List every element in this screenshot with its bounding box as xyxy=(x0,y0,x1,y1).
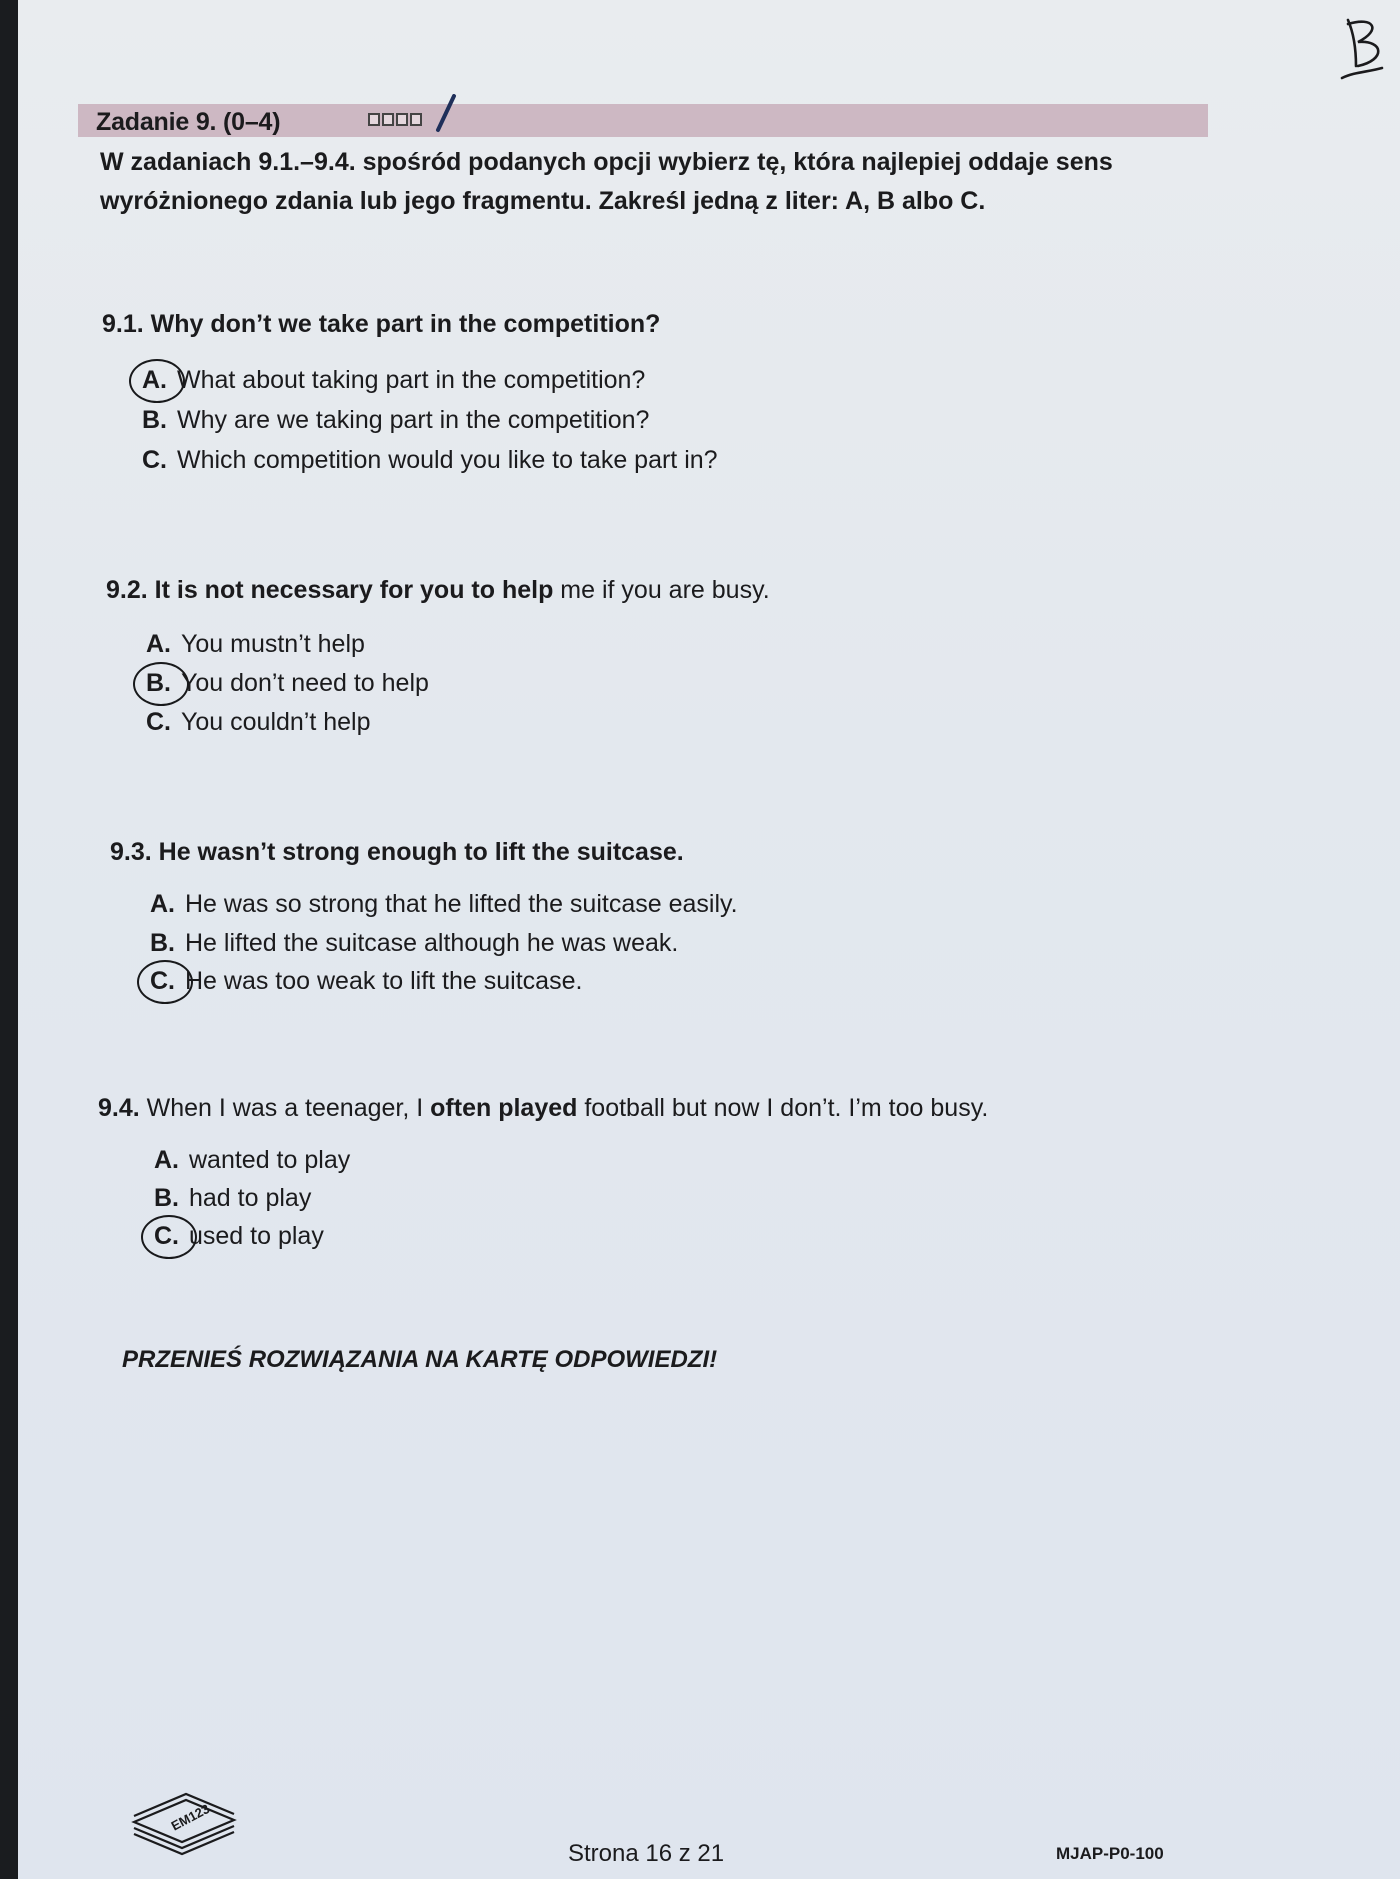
task-instruction: W zadaniach 9.1.–9.4. spośród podanych opcji wybierz tę, która najlepiej oddaje sens wyróżnionego zdania lub jego fragmentu. Zakreśl jedną z liter: A, B albo C. xyxy=(100,148,1113,215)
score-box xyxy=(382,113,394,126)
option-9-2-c[interactable] xyxy=(146,708,371,737)
handwritten-b-mark xyxy=(1334,14,1394,84)
publisher-logo xyxy=(130,1786,240,1858)
option-text: Why are we taking part in the competition? xyxy=(177,406,650,434)
question-9-4 xyxy=(98,1094,988,1123)
option-letter: C. xyxy=(146,708,171,736)
option-text: You couldn’t help xyxy=(181,708,371,736)
logo-text: EM123 xyxy=(168,1800,213,1834)
question-highlight: Why don’t we take part in the competition? xyxy=(150,310,661,338)
option-9-1-b[interactable] xyxy=(142,406,649,435)
option-9-3-a[interactable] xyxy=(150,890,738,919)
score-boxes xyxy=(368,113,422,126)
option-letter: C. xyxy=(142,446,167,474)
question-9-2 xyxy=(106,576,770,605)
option-text: used to play xyxy=(189,1222,324,1250)
option-letter: A. xyxy=(146,630,171,658)
option-text: had to play xyxy=(189,1184,312,1212)
option-letter: B. xyxy=(154,1184,179,1212)
pen-mark xyxy=(434,94,458,134)
question-number: 9.1. xyxy=(102,310,144,338)
page-number: Strona 16 z 21 xyxy=(568,1840,725,1867)
option-9-2-b[interactable] xyxy=(146,669,429,698)
question-number: 9.4. xyxy=(98,1094,140,1122)
question-9-3 xyxy=(110,838,684,867)
question-post: football but now I don’t. I’m too busy. xyxy=(577,1094,989,1122)
question-highlight: often played xyxy=(430,1094,578,1122)
option-text: wanted to play xyxy=(189,1146,351,1174)
option-text: Which competition would you like to take part in? xyxy=(177,446,718,474)
question-highlight: He wasn’t strong enough to lift the suitcase. xyxy=(158,838,684,866)
option-text: What about taking part in the competition? xyxy=(177,366,646,394)
option-text: You mustn’t help xyxy=(181,630,365,658)
option-letter: A. xyxy=(150,890,175,918)
option-text: He was so strong that he lifted the suitcase easily. xyxy=(185,890,738,918)
score-box xyxy=(368,113,380,126)
option-9-4-b[interactable] xyxy=(154,1184,311,1213)
question-pre: When I was a teenager, I xyxy=(146,1094,431,1122)
option-text: He lifted the suitcase although he was weak. xyxy=(185,929,679,957)
option-letter: C. xyxy=(154,1222,179,1250)
option-letter: C. xyxy=(150,967,175,995)
option-9-4-a[interactable] xyxy=(154,1146,350,1175)
option-letter: B. xyxy=(142,406,167,434)
exam-code: MJAP-P0-100 xyxy=(1056,1844,1164,1863)
question-number: 9.2. xyxy=(106,576,148,604)
option-9-2-a[interactable] xyxy=(146,630,365,659)
option-9-4-c[interactable] xyxy=(154,1222,324,1251)
option-9-1-a[interactable] xyxy=(142,366,645,395)
option-text: You don’t need to help xyxy=(181,669,429,697)
question-9-1 xyxy=(102,310,660,339)
option-letter: A. xyxy=(142,366,167,394)
exam-page xyxy=(18,0,1400,1879)
score-box xyxy=(396,113,408,126)
question-highlight: It is not necessary for you to help xyxy=(154,576,554,604)
option-letter: B. xyxy=(146,669,171,697)
option-9-3-b[interactable] xyxy=(150,929,678,958)
question-post: me if you are busy. xyxy=(553,576,770,604)
transfer-answers-note: PRZENIEŚ ROZWIĄZANIA NA KARTĘ ODPOWIEDZI! xyxy=(122,1346,718,1373)
option-9-1-c[interactable] xyxy=(142,446,718,475)
score-box xyxy=(410,113,422,126)
option-9-3-c[interactable] xyxy=(150,967,582,996)
option-letter: B. xyxy=(150,929,175,957)
task-title: Zadanie 9. (0–4) xyxy=(96,108,281,136)
option-text: He was too weak to lift the suitcase. xyxy=(185,967,583,995)
option-letter: A. xyxy=(154,1146,179,1174)
question-number: 9.3. xyxy=(110,838,152,866)
